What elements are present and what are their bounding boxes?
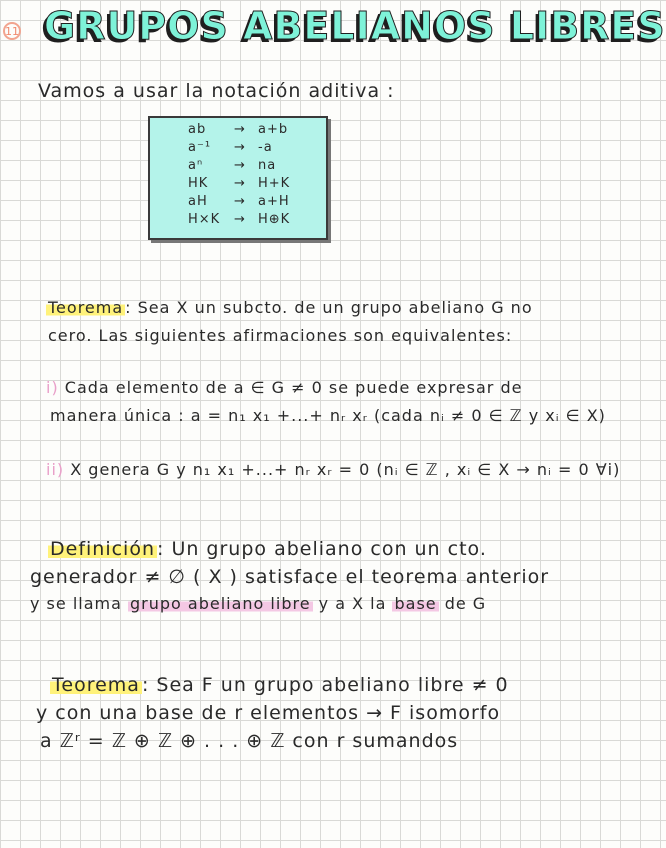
page-title: GRUPOS ABELIANOS LIBRES <box>44 4 666 48</box>
teorema1-text1: : Sea X un subcto. de un grupo abeliano G no <box>125 298 533 317</box>
definicion-text1: : Un grupo abeliano con un cto. <box>157 538 487 560</box>
teorema1-label: Teorema <box>48 298 124 317</box>
arrow-icon: → <box>234 122 246 137</box>
definicion-line3 <box>30 594 486 613</box>
arrow-icon: → <box>234 140 246 155</box>
notation-additive: H⊕K <box>258 212 291 227</box>
notation-additive: H+K <box>258 176 291 191</box>
item-ii-line1 <box>46 460 620 479</box>
arrow-icon: → <box>234 194 246 209</box>
definicion-line1 <box>48 538 487 560</box>
notation-additive: a+b <box>258 122 289 137</box>
definicion-text3-mid: y a X la <box>318 594 387 613</box>
teorema1-line2: cero. Las siguientes afirmaciones son equivalentes: <box>48 326 513 345</box>
teorema2-line3: a ℤʳ = ℤ ⊕ ℤ ⊕ . . . ⊕ ℤ con r sumandos <box>40 730 459 752</box>
definicion-text3-pre: y se llama <box>30 594 122 613</box>
notation-additive: na <box>258 158 277 173</box>
arrow-icon: → <box>234 176 246 191</box>
definicion-label: Definición <box>50 538 155 560</box>
item-i-marker: i) <box>46 378 59 397</box>
definicion-term-grupo-libre: grupo abeliano libre <box>130 594 311 613</box>
notation-multiplicative: aⁿ <box>188 158 204 173</box>
page-number-badge <box>3 22 21 40</box>
teorema2-line2: y con una base de r elementos → F isomorfo <box>36 702 501 724</box>
notation-multiplicative: ab <box>188 122 207 137</box>
definicion-line2: generador ≠ ∅ ( X ) satisface el teorema anterior <box>30 566 550 588</box>
definicion-term-base: base <box>394 594 437 613</box>
teorema1-line1 <box>46 298 533 317</box>
notation-box <box>148 116 328 240</box>
arrow-icon: → <box>234 212 246 227</box>
item-ii-marker: ii) <box>46 460 65 479</box>
item-i-line2: manera única : a = n₁ x₁ +...+ nᵣ xᵣ (cada nᵢ ≠ 0 ∈ ℤ y xᵢ ∈ X) <box>50 406 606 425</box>
item-i-text1: Cada elemento de a ∈ G ≠ 0 se puede expresar de <box>64 378 523 397</box>
intro-text: Vamos a usar la notación aditiva : <box>38 80 395 102</box>
notation-additive: -a <box>258 140 273 155</box>
teorema2-text1: : Sea F un grupo abeliano libre ≠ 0 <box>141 674 509 696</box>
teorema2-label: Teorema <box>52 674 140 696</box>
notation-multiplicative: a⁻¹ <box>188 140 212 155</box>
item-ii-text1: X genera G y n₁ x₁ +...+ nᵣ xᵣ = 0 (nᵢ ∈ ℤ , xᵢ ∈ X → nᵢ = 0 ∀i) <box>70 460 621 479</box>
item-i-line1 <box>46 378 522 397</box>
notation-multiplicative: aH <box>188 194 208 209</box>
teorema2-line1 <box>50 674 509 696</box>
notation-multiplicative: H×K <box>188 212 221 227</box>
definicion-text3-post: de G <box>444 594 487 613</box>
arrow-icon: → <box>234 158 246 173</box>
page-number: 11 <box>5 24 19 38</box>
notation-additive: a+H <box>258 194 290 209</box>
notation-multiplicative: HK <box>188 176 209 191</box>
